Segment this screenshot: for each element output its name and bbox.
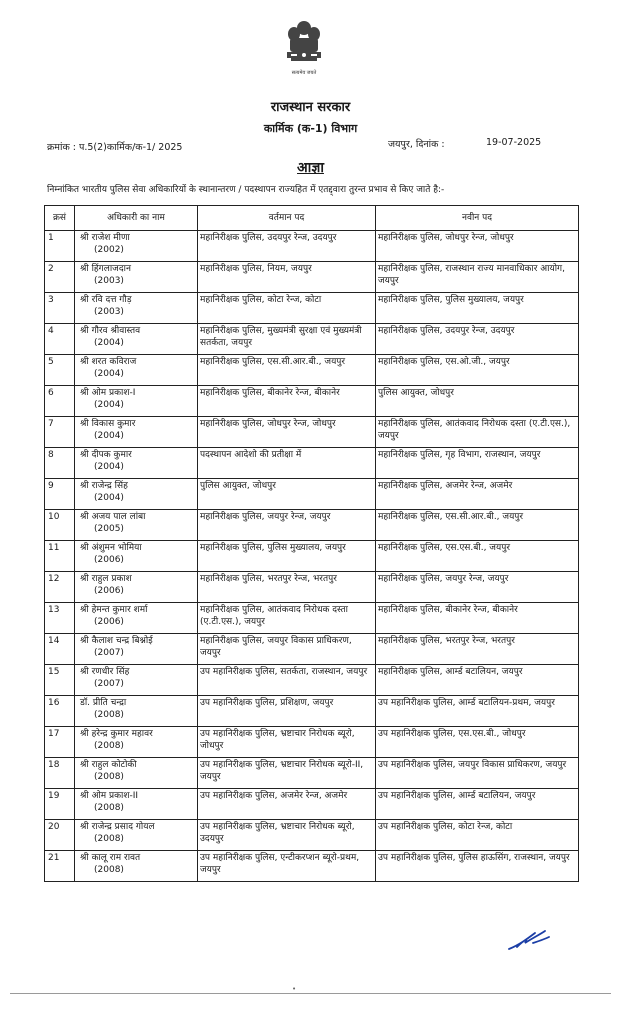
officer-cell	[75, 727, 198, 758]
table-row	[45, 820, 579, 851]
officer-name: श्री राजेन्द्र प्रसाद गोयल	[80, 822, 155, 832]
officer-cell	[75, 510, 198, 541]
new-post: महानिरीक्षक पुलिस, भरतपुर रेन्ज, भरतपुर	[376, 634, 579, 665]
officer-name: श्री राहुल कोटोकी	[80, 760, 137, 770]
table-row	[45, 293, 579, 324]
officer-name: श्री गौरव श्रीवास्तव	[80, 326, 141, 336]
new-post: महानिरीक्षक पुलिस, जयपुर रेन्ज, जयपुर	[376, 572, 579, 603]
serial-number: 16	[45, 696, 75, 727]
officer-name: श्री हरेन्द्र कुमार महावर	[80, 729, 153, 739]
batch-year: (2008)	[94, 834, 124, 844]
serial-number: 11	[45, 541, 75, 572]
table-row	[45, 572, 579, 603]
new-post: महानिरीक्षक पुलिस, गृह विभाग, राजस्थान, जयपुर	[376, 448, 579, 479]
officer-cell	[75, 541, 198, 572]
serial-number: 1	[45, 231, 75, 262]
serial-number: 12	[45, 572, 75, 603]
serial-number: 9	[45, 479, 75, 510]
serial-number: 8	[45, 448, 75, 479]
officer-cell	[75, 479, 198, 510]
current-post: महानिरीक्षक पुलिस, मुख्यमंत्री सुरक्षा एवं मुख्यमंत्री सतर्कता, जयपुर	[198, 324, 376, 355]
officer-name: श्री राजेश मीणा	[80, 233, 130, 243]
table-row	[45, 231, 579, 262]
table-row	[45, 479, 579, 510]
serial-number: 20	[45, 820, 75, 851]
current-post: महानिरीक्षक पुलिस, पुलिस मुख्यालय, जयपुर	[198, 541, 376, 572]
new-post: पुलिस आयुक्त, जोधपुर	[376, 386, 579, 417]
officer-name: श्री रणधीर सिंह	[80, 667, 130, 677]
current-post: पदस्थापन आदेशो की प्रतीक्षा में	[198, 448, 376, 479]
table-row	[45, 386, 579, 417]
officer-name: श्री विकास कुमार	[80, 419, 136, 429]
serial-number: 18	[45, 758, 75, 789]
new-post: महानिरीक्षक पुलिस, अजमेर रेन्ज, अजमेर	[376, 479, 579, 510]
batch-year: (2007)	[94, 679, 124, 689]
table-row	[45, 634, 579, 665]
new-post: उप महानिरीक्षक पुलिस, आर्म्ड बटालियन-प्रथम, जयपुर	[376, 696, 579, 727]
officer-name: डॉ. प्रीति चन्द्रा	[80, 698, 127, 708]
serial-number: 4	[45, 324, 75, 355]
serial-number: 17	[45, 727, 75, 758]
current-post: महानिरीक्षक पुलिस, एस.सी.आर.बी., जयपुर	[198, 355, 376, 386]
table-row	[45, 355, 579, 386]
table-row	[45, 603, 579, 634]
officer-cell	[75, 448, 198, 479]
current-post: महानिरीक्षक पुलिस, कोटा रेन्ज, कोटा	[198, 293, 376, 324]
officer-name: श्री कालू राम रावत	[80, 853, 141, 863]
batch-year: (2002)	[94, 245, 124, 255]
officer-name: श्री हेमन्त कुमार शर्मा	[80, 605, 148, 615]
current-post: उप महानिरीक्षक पुलिस, भ्रष्टाचार निरोधक ब्यूरो, उदयपुर	[198, 820, 376, 851]
batch-year: (2008)	[94, 772, 124, 782]
batch-year: (2008)	[94, 803, 124, 813]
department-title: कार्मिक (क-1) विभाग	[263, 122, 358, 135]
batch-year: (2006)	[94, 617, 124, 627]
officer-name: श्री दीपक कुमार	[80, 450, 132, 460]
current-post: महानिरीक्षक पुलिस, आतंकवाद निरोधक दस्ता (ए.टी.एस.), जयपुर	[198, 603, 376, 634]
serial-number: 15	[45, 665, 75, 696]
table-row	[45, 541, 579, 572]
table-row	[45, 696, 579, 727]
order-heading: आज्ञा	[297, 160, 324, 176]
new-post: महानिरीक्षक पुलिस, बीकानेर रेन्ज, बीकानेर	[376, 603, 579, 634]
serial-number: 5	[45, 355, 75, 386]
current-post: महानिरीक्षक पुलिस, भरतपुर रेन्ज, भरतपुर	[198, 572, 376, 603]
batch-year: (2004)	[94, 493, 124, 503]
officer-name: श्री राजेन्द्र सिंह	[80, 481, 128, 491]
officer-cell	[75, 293, 198, 324]
emblem-motto: सत्यमेव जयते	[291, 70, 317, 76]
new-post: उप महानिरीक्षक पुलिस, आर्म्ड बटालियन, जयपुर	[376, 789, 579, 820]
government-title: राजस्थान सरकार	[270, 100, 351, 115]
new-post: महानिरीक्षक पुलिस, राजस्थान राज्य मानवाधिकार आयोग, जयपुर	[376, 262, 579, 293]
officer-name: श्री हिंगलाजदान	[80, 264, 131, 274]
batch-year: (2008)	[94, 741, 124, 751]
current-post: महानिरीक्षक पुलिस, नियम, जयपुर	[198, 262, 376, 293]
serial-number: 21	[45, 851, 75, 882]
table-row	[45, 448, 579, 479]
column-header-serial: क्रसं	[45, 206, 75, 231]
batch-year: (2004)	[94, 462, 124, 472]
footer-rule	[10, 993, 611, 994]
column-header-new-post: नवीन पद	[376, 206, 579, 231]
officer-cell	[75, 572, 198, 603]
officer-name: श्री ओम प्रकाश-II	[80, 791, 139, 801]
current-post: उप महानिरीक्षक पुलिस, भ्रष्टाचार निरोधक ब्यूरो-II, जयपुर	[198, 758, 376, 789]
serial-number: 7	[45, 417, 75, 448]
column-header-current-post: वर्तमान पद	[198, 206, 376, 231]
officer-name: श्री कैलाश चन्द्र बिश्नोई	[80, 636, 153, 646]
batch-year: (2006)	[94, 555, 124, 565]
new-post: उप महानिरीक्षक पुलिस, जयपुर विकास प्राधिकरण, जयपुर	[376, 758, 579, 789]
table-row	[45, 665, 579, 696]
batch-year: (2005)	[94, 524, 124, 534]
officer-cell	[75, 665, 198, 696]
current-post: महानिरीक्षक पुलिस, जोधपुर रेन्ज, जोधपुर	[198, 417, 376, 448]
batch-year: (2004)	[94, 338, 124, 348]
new-post: उप महानिरीक्षक पुलिस, एस.एस.बी., जोधपुर	[376, 727, 579, 758]
table-row	[45, 417, 579, 448]
current-post: महानिरीक्षक पुलिस, बीकानेर रेन्ज, बीकानेर	[198, 386, 376, 417]
officer-cell	[75, 696, 198, 727]
serial-number: 10	[45, 510, 75, 541]
current-post: महानिरीक्षक पुलिस, उदयपुर रेन्ज, उदयपुर	[198, 231, 376, 262]
table-row	[45, 727, 579, 758]
order-intro: निम्नांकित भारतीय पुलिस सेवा अधिकारियों के स्थानान्तरण / पदस्थापन राज्यहित में एतद्द्वारा तुरन्त प्रभाव से किए जाते है:-	[47, 185, 445, 195]
serial-number: 2	[45, 262, 75, 293]
order-date: 19-07-2025	[486, 137, 542, 148]
serial-number: 13	[45, 603, 75, 634]
officer-cell	[75, 820, 198, 851]
state-emblem-icon	[282, 18, 326, 76]
table-row	[45, 324, 579, 355]
serial-number: 19	[45, 789, 75, 820]
batch-year: (2007)	[94, 648, 124, 658]
table-row	[45, 789, 579, 820]
table-header-row	[45, 206, 579, 231]
table-row	[45, 262, 579, 293]
officer-cell	[75, 231, 198, 262]
officer-cell	[75, 851, 198, 882]
serial-number: 6	[45, 386, 75, 417]
officer-cell	[75, 789, 198, 820]
officer-name: श्री अंशुमन भोमिया	[80, 543, 142, 553]
officer-cell	[75, 603, 198, 634]
officer-cell	[75, 386, 198, 417]
current-post: पुलिस आयुक्त, जोधपुर	[198, 479, 376, 510]
batch-year: (2008)	[94, 865, 124, 875]
new-post: महानिरीक्षक पुलिस, एस.ओ.जी., जयपुर	[376, 355, 579, 386]
batch-year: (2003)	[94, 307, 124, 317]
batch-year: (2003)	[94, 276, 124, 286]
new-post: महानिरीक्षक पुलिस, आर्म्ड बटालियन, जयपुर	[376, 665, 579, 696]
place-label: जयपुर, दिनांक :	[388, 139, 445, 150]
current-post: उप महानिरीक्षक पुलिस, अजमेर रेन्ज, अजमेर	[198, 789, 376, 820]
new-post: उप महानिरीक्षक पुलिस, कोटा रेन्ज, कोटा	[376, 820, 579, 851]
current-post: उप महानिरीक्षक पुलिस, प्रशिक्षण, जयपुर	[198, 696, 376, 727]
officer-name: श्री शरत कविराज	[80, 357, 137, 367]
officer-cell	[75, 262, 198, 293]
current-post: उप महानिरीक्षक पुलिस, सतर्कता, राजस्थान, जयपुर	[198, 665, 376, 696]
officer-cell	[75, 417, 198, 448]
transfer-table	[44, 205, 579, 882]
serial-number: 3	[45, 293, 75, 324]
table-row	[45, 851, 579, 882]
batch-year: (2004)	[94, 400, 124, 410]
current-post: उप महानिरीक्षक पुलिस, एन्टीकरप्शन ब्यूरो-प्रथम, जयपुर	[198, 851, 376, 882]
table-row	[45, 758, 579, 789]
current-post: महानिरीक्षक पुलिस, जयपुर विकास प्राधिकरण, जयपुर	[198, 634, 376, 665]
new-post: महानिरीक्षक पुलिस, एस.सी.आर.बी., जयपुर	[376, 510, 579, 541]
current-post: महानिरीक्षक पुलिस, जयपुर रेन्ज, जयपुर	[198, 510, 376, 541]
current-post: उप महानिरीक्षक पुलिस, भ्रष्टाचार निरोधक ब्यूरो, जोधपुर	[198, 727, 376, 758]
table-row	[45, 510, 579, 541]
serial-number: 14	[45, 634, 75, 665]
batch-year: (2006)	[94, 586, 124, 596]
officer-name: श्री अजय पाल लांबा	[80, 512, 146, 522]
batch-year: (2008)	[94, 710, 124, 720]
officer-cell	[75, 355, 198, 386]
column-header-name: अधिकारी का नाम	[75, 206, 198, 231]
officer-cell	[75, 758, 198, 789]
batch-year: (2004)	[94, 369, 124, 379]
new-post: महानिरीक्षक पुलिस, एस.एस.बी., जयपुर	[376, 541, 579, 572]
new-post: महानिरीक्षक पुलिस, पुलिस मुख्यालय, जयपुर	[376, 293, 579, 324]
new-post: उप महानिरीक्षक पुलिस, पुलिस हाऊसिंग, राजस्थान, जयपुर	[376, 851, 579, 882]
new-post: महानिरीक्षक पुलिस, आतंकवाद निरोधक दस्ता (ए.टी.एस.), जयपुर	[376, 417, 579, 448]
new-post: महानिरीक्षक पुलिस, जोधपुर रेन्ज, जोधपुर	[376, 231, 579, 262]
page-marker: •	[292, 985, 297, 993]
signature-mark	[505, 925, 553, 953]
batch-year: (2004)	[94, 431, 124, 441]
officer-name: श्री रवि दत्त गौड़	[80, 295, 132, 305]
new-post: महानिरीक्षक पुलिस, उदयपुर रेन्ज, उदयपुर	[376, 324, 579, 355]
reference-number: क्रमांक : प.5(2)कार्मिक/क-1/ 2025	[47, 142, 183, 153]
officer-cell	[75, 324, 198, 355]
officer-name: श्री ओम प्रकाश-I	[80, 388, 136, 398]
officer-cell	[75, 634, 198, 665]
officer-name: श्री राहुल प्रकाश	[80, 574, 132, 584]
